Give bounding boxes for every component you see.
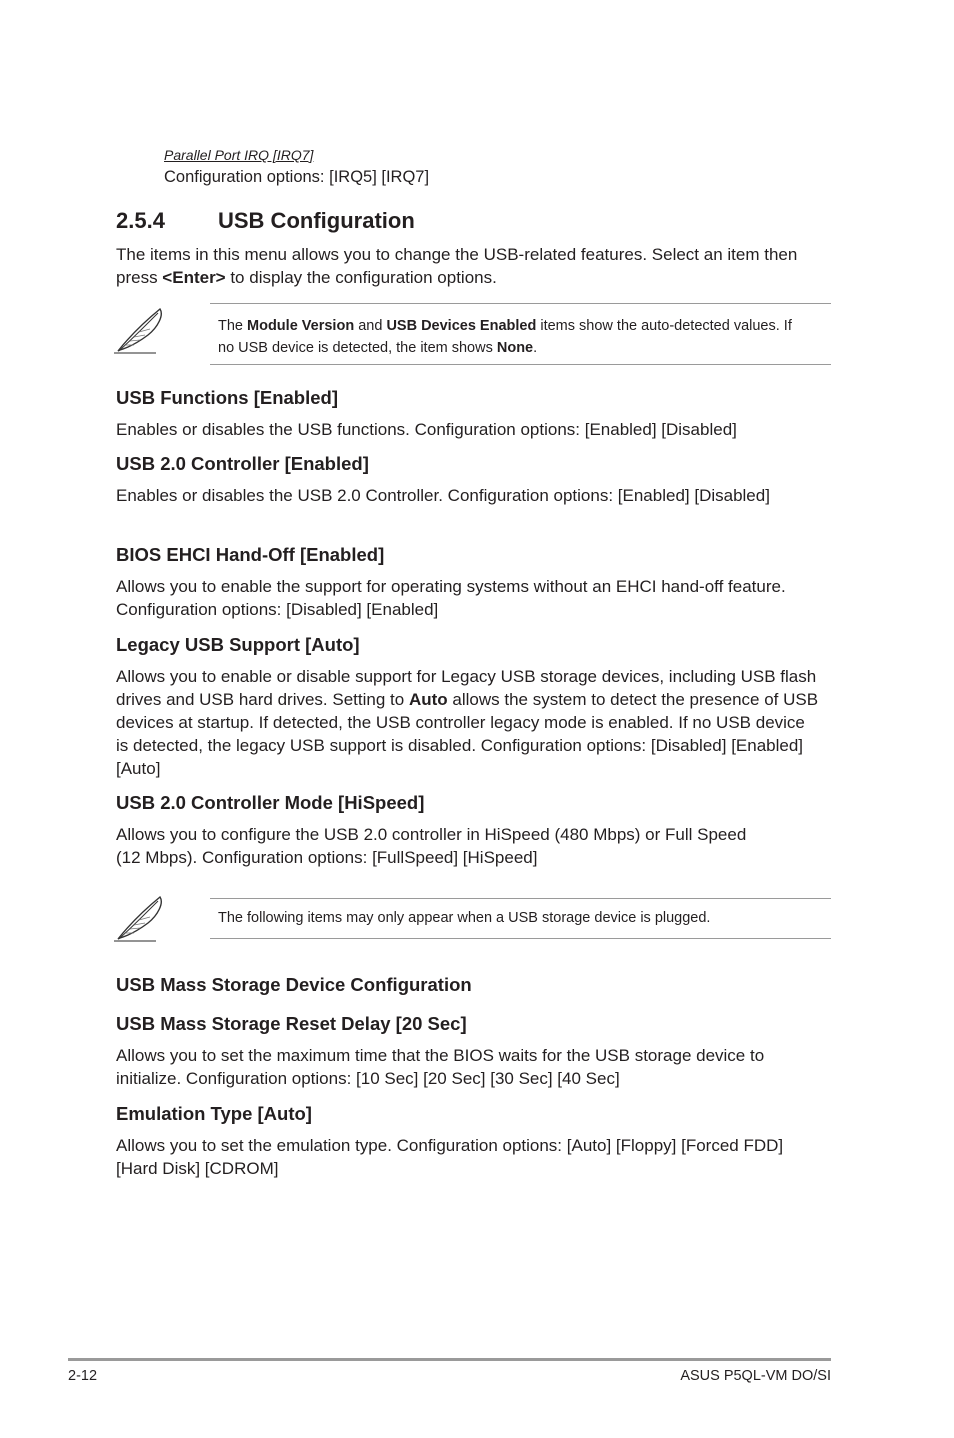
text-line: Configuration options: [Disabled] [Enabled] bbox=[116, 600, 439, 619]
note-bold: USB Devices Enabled bbox=[386, 318, 537, 334]
note-text: items show the auto-detected values. If bbox=[536, 318, 792, 334]
text-line: initialize. Configuration options: [10 Sec] [20 Sec] [30 Sec] [40 Sec] bbox=[116, 1069, 620, 1088]
intro-text-end: to display the configuration options. bbox=[225, 268, 497, 287]
heading-usb20-mode: USB 2.0 Controller Mode [HiSpeed] bbox=[116, 792, 425, 813]
intro-key: <Enter> bbox=[162, 268, 226, 287]
note-line-1 bbox=[218, 315, 828, 337]
text-legacy-usb bbox=[116, 665, 834, 780]
text-usb-functions: Enables or disables the USB functions. Configuration options: [Enabled] [Disabled] bbox=[116, 420, 737, 439]
footer-rule bbox=[68, 1358, 831, 1361]
text-line bbox=[116, 688, 834, 711]
note-text-1 bbox=[218, 315, 828, 359]
text-line: is detected, the legacy USB support is disabled. Configuration options: [Disabled] [Enabled] bbox=[116, 736, 804, 755]
text-line: Allows you to enable the support for operating systems without an EHCI hand-off feature. bbox=[116, 577, 786, 596]
section-intro bbox=[116, 243, 834, 289]
text-span: allows the system to detect the presence of USB bbox=[447, 690, 819, 709]
intro-line-2 bbox=[116, 266, 834, 289]
page-number: 2-12 bbox=[68, 1368, 98, 1384]
text-bios-ehci bbox=[116, 575, 834, 621]
section-title: USB Configuration bbox=[218, 208, 415, 233]
note-bold: Module Version bbox=[247, 318, 355, 334]
note-rule-bottom bbox=[210, 938, 831, 939]
text-span: drives and USB hard drives. Setting to bbox=[116, 690, 409, 709]
text-line: Allows you to set the emulation type. Configuration options: [Auto] [Floppy] [Forced FDD] bbox=[116, 1136, 784, 1155]
text-line: (12 Mbps). Configuration options: [FullSpeed] [HiSpeed] bbox=[116, 848, 538, 867]
intro-text: press bbox=[116, 268, 163, 287]
text-line: [Hard Disk] [CDROM] bbox=[116, 1159, 279, 1178]
heading-reset-delay: USB Mass Storage Reset Delay [20 Sec] bbox=[116, 1013, 467, 1034]
heading-bios-ehci: BIOS EHCI Hand-Off [Enabled] bbox=[116, 544, 385, 565]
product-name: ASUS P5QL-VM DO/SI bbox=[680, 1368, 831, 1384]
note-rule-bottom bbox=[210, 364, 831, 365]
note-line-2 bbox=[218, 337, 828, 359]
note-box-2 bbox=[210, 898, 831, 939]
note-rule-top bbox=[210, 303, 831, 304]
text-line: Allows you to set the maximum time that the BIOS waits for the USB storage device to bbox=[116, 1046, 765, 1065]
text-bold: Auto bbox=[408, 690, 448, 709]
note-bold: None bbox=[496, 340, 534, 356]
intro-line-1: The items in this menu allows you to change the USB-related features. Select an item then bbox=[116, 245, 798, 264]
section-number: 2.5.4 bbox=[116, 208, 165, 233]
note-text: no USB device is detected, the item shows bbox=[218, 340, 497, 356]
note-box-1 bbox=[210, 303, 831, 365]
text-usb20-mode bbox=[116, 823, 834, 869]
text-usb20-controller: Enables or disables the USB 2.0 Controller. Configuration options: [Enabled] [Disabled] bbox=[116, 486, 770, 505]
note-text-2: The following items may only appear when a USB storage device is plugged. bbox=[218, 910, 711, 926]
text-emulation bbox=[116, 1134, 834, 1180]
heading-usb20-controller: USB 2.0 Controller [Enabled] bbox=[116, 453, 369, 474]
text-line: [Auto] bbox=[116, 759, 161, 778]
text-line: Allows you to enable or disable support for Legacy USB storage devices, including USB flash bbox=[116, 667, 817, 686]
pen-icon bbox=[112, 305, 168, 355]
subitem-options: Configuration options: [IRQ5] [IRQ7] bbox=[164, 168, 430, 186]
subitem-title: Parallel Port IRQ [IRQ7] bbox=[164, 147, 314, 163]
heading-emulation: Emulation Type [Auto] bbox=[116, 1103, 312, 1124]
heading-legacy-usb: Legacy USB Support [Auto] bbox=[116, 634, 360, 655]
note-rule-top bbox=[210, 898, 831, 899]
heading-usb-functions: USB Functions [Enabled] bbox=[116, 387, 338, 408]
text-line: Allows you to configure the USB 2.0 controller in HiSpeed (480 Mbps) or Full Speed bbox=[116, 825, 747, 844]
text-line: devices at startup. If detected, the USB controller legacy mode is enabled. If no USB device bbox=[116, 713, 805, 732]
note-text: The bbox=[218, 318, 248, 334]
text-reset-delay bbox=[116, 1044, 834, 1090]
note-text: . bbox=[533, 340, 538, 356]
heading-mass-storage-config: USB Mass Storage Device Configuration bbox=[116, 974, 472, 995]
pen-icon bbox=[112, 893, 168, 943]
note-text: and bbox=[354, 318, 387, 334]
